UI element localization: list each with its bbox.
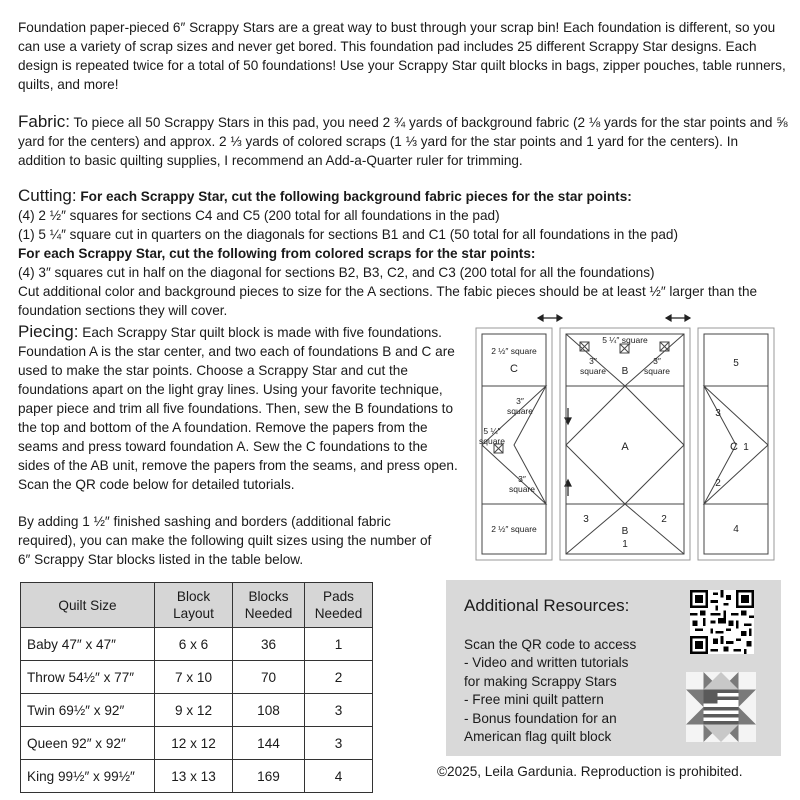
table-row bbox=[21, 694, 373, 727]
center-a: A bbox=[621, 441, 629, 453]
column-header: Quilt Size bbox=[21, 583, 155, 628]
table-cell: King 99½″ x 99½″ bbox=[21, 760, 155, 793]
table-cell: 12 x 12 bbox=[155, 727, 233, 760]
center-r1: 3″ bbox=[653, 356, 661, 366]
cutting-section bbox=[18, 186, 788, 320]
copyright-notice: ©2025, Leila Gardunia. Reproduction is prohibited. bbox=[437, 764, 743, 779]
center-top-label: 5 ¼″ square bbox=[602, 335, 648, 345]
table-cell: 108 bbox=[233, 694, 305, 727]
center-n3: 3 bbox=[583, 514, 589, 525]
piecing-section bbox=[18, 322, 463, 494]
table-cell: 3 bbox=[305, 727, 373, 760]
flag-star-block-icon bbox=[686, 672, 756, 742]
fabric-section bbox=[18, 112, 788, 170]
table-header-row bbox=[21, 583, 373, 628]
c-left-letter: C bbox=[510, 363, 518, 375]
table-cell: Baby 47″ x 47″ bbox=[21, 628, 155, 661]
center-n2: 2 bbox=[661, 514, 667, 525]
center-b-bottom: B bbox=[621, 526, 629, 537]
table-cell: 70 bbox=[233, 661, 305, 694]
table-cell: Queen 92″ x 92″ bbox=[21, 727, 155, 760]
fabric-text: To piece all 50 Scrappy Stars in this pad, you need 2 ¾ yards of background fabric (2 ⅛ yards for the star points and ⅝ yard for the centers) and approx. 2 ⅓ yards of colored scraps (1 ⅓ yard for the star points and 1 yard for the centers). In addition to basic quilting supplies, I recommend an Add-a-Quarter ruler for trimming. bbox=[18, 115, 788, 168]
c-left-bottom-label: 2 ½″ square bbox=[491, 524, 537, 534]
cutting-line-4: Cut additional color and background pieces to size for the A sections. The fabic pieces should be at least ½″ larger than the foundation sections they will cover. bbox=[18, 284, 758, 318]
c-left-side2: square bbox=[479, 436, 505, 446]
cutting-heading: Cutting: bbox=[18, 186, 77, 205]
c-right-n4: 4 bbox=[733, 524, 739, 535]
c-left-low2: square bbox=[509, 484, 535, 494]
center-b-top: B bbox=[621, 366, 629, 377]
resources-line: Scan the QR code to access bbox=[464, 637, 637, 652]
piecing-heading: Piecing: bbox=[18, 322, 79, 341]
resources-line: - Bonus foundation for an bbox=[464, 710, 617, 726]
table-row bbox=[21, 661, 373, 694]
table-row bbox=[21, 727, 373, 760]
c-left-low1: 3″ bbox=[518, 474, 526, 484]
c-left-mid1: 3″ bbox=[516, 396, 524, 406]
table-cell: 13 x 13 bbox=[155, 760, 233, 793]
table-row bbox=[21, 628, 373, 661]
foundation-diagram bbox=[470, 310, 780, 565]
column-header: Pads Needed bbox=[305, 583, 373, 628]
center-r2: square bbox=[644, 366, 670, 376]
arrow-icon bbox=[538, 315, 690, 321]
c-right-n1: 1 bbox=[743, 442, 749, 453]
c-right-c: C bbox=[730, 441, 738, 453]
table-cell: 2 bbox=[305, 661, 373, 694]
resources-line: - Video and written tutorials bbox=[464, 655, 629, 671]
quilt-size-table bbox=[20, 582, 373, 793]
cutting-lead-background: For each Scrappy Star, cut the following background fabric pieces for the star points: bbox=[80, 189, 632, 204]
column-header: Blocks Needed bbox=[233, 583, 305, 628]
c-left-mid2: square bbox=[507, 406, 533, 416]
resources-title: Additional Resources: bbox=[464, 596, 630, 615]
table-cell: 144 bbox=[233, 727, 305, 760]
table-cell: Throw 54½″ x 77″ bbox=[21, 661, 155, 694]
c-left-top-label: 2 ½″ square bbox=[491, 346, 537, 356]
center-n1: 1 bbox=[622, 539, 628, 550]
table-cell: Twin 69½″ x 92″ bbox=[21, 694, 155, 727]
table-cell: 36 bbox=[233, 628, 305, 661]
cutting-line-3: (4) 3″ squares cut in half on the diagonal for sections B2, B3, C2, and C3 (200 total for all the foundations) bbox=[18, 265, 655, 280]
piecing-text: Each Scrappy Star quilt block is made with five foundations. Foundation A is the star center, and two each of foundations B and C are used to make the star points. Choose a Scrappy Star and cut the foundations apart on the light gray lines. Using your favorite technique, paper piece and trim all five foundations. Then, sew the B foundations to the top and bottom of the A foundation. Remove the papers from the seams and press toward foundation A. Sew the C foundations to the sides of the AB unit, remove the papers from the seams, and press open. Scan the QR code below for detailed tutorials. bbox=[18, 325, 458, 492]
cutting-lead-colored: For each Scrappy Star, cut the following from colored scraps for the star points: bbox=[18, 246, 536, 261]
column-header: Block Layout bbox=[155, 583, 233, 628]
table-cell: 3 bbox=[305, 694, 373, 727]
resources-body bbox=[464, 636, 674, 746]
table-cell: 9 x 12 bbox=[155, 694, 233, 727]
table-row bbox=[21, 760, 373, 793]
table-cell: 169 bbox=[233, 760, 305, 793]
additional-resources-panel bbox=[446, 580, 781, 756]
resources-line: for making Scrappy Stars bbox=[464, 673, 617, 689]
c-right-n2: 2 bbox=[715, 478, 721, 489]
resources-line: - Free mini quilt pattern bbox=[464, 692, 604, 708]
qr-code-icon[interactable] bbox=[690, 590, 754, 654]
center-l2: square bbox=[580, 366, 606, 376]
c-right-n5: 5 bbox=[733, 358, 739, 369]
cutting-line-1: (4) 2 ½″ squares for sections C4 and C5 (200 total for all foundations in the pad) bbox=[18, 208, 500, 223]
table-cell: 6 x 6 bbox=[155, 628, 233, 661]
fabric-heading: Fabric: bbox=[18, 112, 70, 131]
table-cell: 7 x 10 bbox=[155, 661, 233, 694]
c-left-side1: 5 ¼″ bbox=[483, 426, 501, 436]
c-right-n3: 3 bbox=[715, 408, 721, 419]
intro-paragraph: Foundation paper-pieced 6″ Scrappy Stars are a great way to bust through your scrap bin! Each foundation is different, so you can use a variety of scrap sizes and never get bored. This foundation pad includes 25 different Scrappy Star designs. Each design is repeated twice for a total of 50 foundations! Use your Scrappy Star quilt blocks in bags, zipper pouches, table runners, quilts, and more! bbox=[18, 20, 786, 92]
center-l1: 3″ bbox=[589, 356, 597, 366]
sashing-paragraph: By adding 1 ½″ finished sashing and borders (additional fabric required), you can make the following quilt sizes using the number of 6″ Scrappy Star blocks listed in the table below. bbox=[18, 514, 432, 567]
table-cell: 4 bbox=[305, 760, 373, 793]
table-cell: 1 bbox=[305, 628, 373, 661]
cutting-line-2: (1) 5 ¼″ square cut in quarters on the diagonals for sections B1 and C1 (50 total for all foundations in the pad) bbox=[18, 227, 678, 242]
resources-line: American flag quilt block bbox=[464, 729, 612, 745]
